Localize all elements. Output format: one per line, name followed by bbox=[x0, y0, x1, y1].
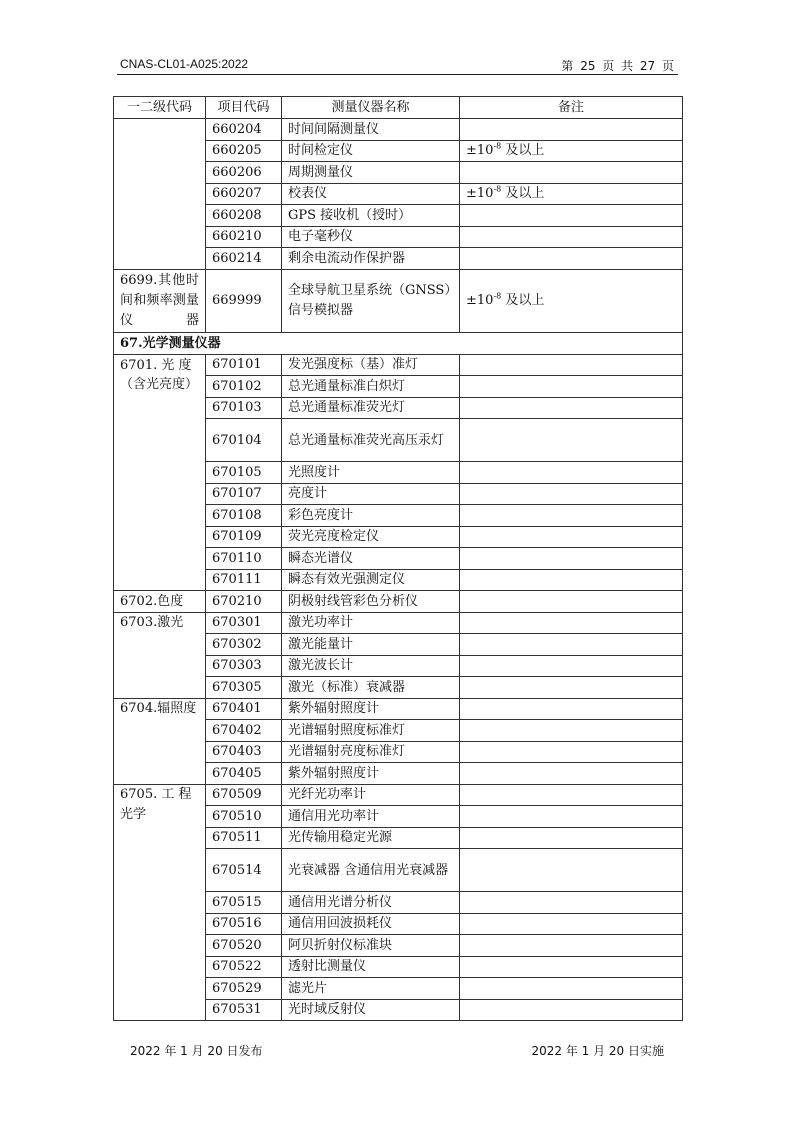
remark bbox=[460, 548, 683, 570]
instrument-name: 时间间隔测量仪 bbox=[282, 119, 460, 141]
item-code: 670302 bbox=[206, 634, 282, 656]
remark bbox=[460, 205, 683, 227]
remark bbox=[460, 956, 683, 978]
remark bbox=[460, 462, 683, 484]
remark bbox=[460, 419, 683, 462]
item-code: 670402 bbox=[206, 720, 282, 742]
instrument-name: 光纤光功率计 bbox=[282, 784, 460, 806]
item-code: 670401 bbox=[206, 698, 282, 720]
remark bbox=[460, 784, 683, 806]
remark bbox=[460, 569, 683, 591]
item-code: 670522 bbox=[206, 956, 282, 978]
instrument-name: 总光通量标准荧光灯 bbox=[282, 397, 460, 419]
item-code: 670520 bbox=[206, 935, 282, 957]
item-code: 660207 bbox=[206, 183, 282, 205]
item-code: 670516 bbox=[206, 913, 282, 935]
item-code: 670210 bbox=[206, 591, 282, 613]
item-code: 670104 bbox=[206, 419, 282, 462]
page-number: 第 25 页 共 27 页 bbox=[561, 59, 674, 73]
instrument-name: 滤光片 bbox=[282, 978, 460, 1000]
table-row bbox=[114, 591, 683, 613]
instrument-name: 光传输用稳定光源 bbox=[282, 827, 460, 849]
exponent: -8 bbox=[493, 141, 502, 151]
remark bbox=[460, 913, 683, 935]
item-code: 670109 bbox=[206, 526, 282, 548]
remark bbox=[460, 505, 683, 527]
instrument-name: 全球导航卫星系统（GNSS）信号模拟器 bbox=[282, 269, 460, 332]
table-header-row bbox=[114, 97, 683, 119]
instrument-name: 激光波长计 bbox=[282, 655, 460, 677]
item-code: 660206 bbox=[206, 162, 282, 184]
category-label: 6705. 工 程 光学 bbox=[114, 784, 206, 1021]
remark bbox=[460, 741, 683, 763]
category-label: 6701. 光 度（含光亮度） bbox=[114, 354, 206, 591]
instrument-name: 通信用回波损耗仪 bbox=[282, 913, 460, 935]
instrument-name: 瞬态光谱仪 bbox=[282, 548, 460, 570]
category-cell-continued bbox=[114, 119, 206, 270]
instrument-name: 彩色亮度计 bbox=[282, 505, 460, 527]
remark bbox=[460, 376, 683, 398]
item-code: 670515 bbox=[206, 892, 282, 914]
instrument-name: 光照度计 bbox=[282, 462, 460, 484]
item-code: 670511 bbox=[206, 827, 282, 849]
item-code: 670102 bbox=[206, 376, 282, 398]
remark bbox=[460, 677, 683, 699]
item-code: 670108 bbox=[206, 505, 282, 527]
item-code: 670510 bbox=[206, 806, 282, 828]
group-heading-row bbox=[114, 332, 683, 354]
item-code: 670405 bbox=[206, 763, 282, 785]
item-code: 670101 bbox=[206, 354, 282, 376]
table-row bbox=[114, 784, 683, 806]
instrument-name: 光谱辐射亮度标准灯 bbox=[282, 741, 460, 763]
remark bbox=[460, 612, 683, 634]
instrument-name: 总光通量标准荧光高压汞灯 bbox=[282, 419, 460, 462]
exponent: -8 bbox=[493, 184, 502, 194]
instrument-name: 剩余电流动作保护器 bbox=[282, 248, 460, 270]
item-code: 660214 bbox=[206, 248, 282, 270]
item-code: 670531 bbox=[206, 999, 282, 1021]
item-code: 669999 bbox=[206, 269, 282, 332]
category-label: 6699.其他时间和频率测量仪器 bbox=[114, 269, 206, 332]
instrument-name: 校表仪 bbox=[282, 183, 460, 205]
instrument-name: 发光强度标（基）准灯 bbox=[282, 354, 460, 376]
header-divider bbox=[117, 74, 678, 75]
remark bbox=[460, 354, 683, 376]
remark bbox=[460, 827, 683, 849]
item-code: 670301 bbox=[206, 612, 282, 634]
remark bbox=[460, 526, 683, 548]
category-label: 6704.辐照度 bbox=[114, 698, 206, 784]
remark bbox=[460, 763, 683, 785]
remark: $\pm 10^{-8}$ 及以上 bbox=[460, 140, 683, 162]
remark: $\pm 10^{-8}$ 及以上 bbox=[460, 183, 683, 205]
category-label: 6703.激光 bbox=[114, 612, 206, 698]
item-code: 660205 bbox=[206, 140, 282, 162]
remark bbox=[460, 634, 683, 656]
col-header-remarks: 备注 bbox=[460, 97, 683, 119]
instrument-name: 激光（标准）衰减器 bbox=[282, 677, 460, 699]
instrument-name: 激光能量计 bbox=[282, 634, 460, 656]
remark bbox=[460, 935, 683, 957]
table-row bbox=[114, 354, 683, 376]
item-code: 670111 bbox=[206, 569, 282, 591]
instrument-name: 光衰减器 含通信用光衰减器 bbox=[282, 849, 460, 892]
item-code: 670305 bbox=[206, 677, 282, 699]
group-heading: 67.光学测量仪器 bbox=[114, 332, 683, 354]
table-row bbox=[114, 119, 683, 141]
item-code: 670529 bbox=[206, 978, 282, 1000]
item-code: 670110 bbox=[206, 548, 282, 570]
item-code: 670303 bbox=[206, 655, 282, 677]
instrument-name: 通信用光谱分析仪 bbox=[282, 892, 460, 914]
remark bbox=[460, 849, 683, 892]
instrument-name: 总光通量标准白炽灯 bbox=[282, 376, 460, 398]
table-row bbox=[114, 698, 683, 720]
item-code: 670107 bbox=[206, 483, 282, 505]
remark: $\pm 10^{-8}$ 及以上 bbox=[460, 269, 683, 332]
remark bbox=[460, 655, 683, 677]
col-header-item-code: 项目代码 bbox=[206, 97, 282, 119]
item-code: 660210 bbox=[206, 226, 282, 248]
remark bbox=[460, 806, 683, 828]
remark bbox=[460, 483, 683, 505]
remark bbox=[460, 978, 683, 1000]
instrument-name: 光谱辐射照度标准灯 bbox=[282, 720, 460, 742]
item-code: 660204 bbox=[206, 119, 282, 141]
item-code: 670509 bbox=[206, 784, 282, 806]
instrument-name: 透射比测量仪 bbox=[282, 956, 460, 978]
col-header-instrument-name: 测量仪器名称 bbox=[282, 97, 460, 119]
remark bbox=[460, 698, 683, 720]
instrument-name: GPS 接收机（授时） bbox=[282, 205, 460, 227]
instrument-name: 亮度计 bbox=[282, 483, 460, 505]
table-row bbox=[114, 269, 683, 332]
document-id: CNAS-CL01-A025:2022 bbox=[120, 57, 249, 71]
instrument-name: 阴极射线管彩色分析仪 bbox=[282, 591, 460, 613]
instrument-name: 通信用光功率计 bbox=[282, 806, 460, 828]
instrument-name: 荧光亮度检定仪 bbox=[282, 526, 460, 548]
item-code: 670103 bbox=[206, 397, 282, 419]
item-code: 660208 bbox=[206, 205, 282, 227]
remark bbox=[460, 119, 683, 141]
table-row bbox=[114, 612, 683, 634]
instrument-name: 电子毫秒仪 bbox=[282, 226, 460, 248]
issue-date: 2022 年 1 月 20 日发布 bbox=[130, 1044, 263, 1058]
remark bbox=[460, 591, 683, 613]
effective-date: 2022 年 1 月 20 日实施 bbox=[531, 1044, 664, 1058]
instrument-name: 周期测量仪 bbox=[282, 162, 460, 184]
instrument-name: 阿贝折射仪标准块 bbox=[282, 935, 460, 957]
item-code: 670514 bbox=[206, 849, 282, 892]
item-code: 670105 bbox=[206, 462, 282, 484]
remark bbox=[460, 720, 683, 742]
instrument-name: 瞬态有效光强测定仪 bbox=[282, 569, 460, 591]
remark bbox=[460, 248, 683, 270]
category-label: 6702.色度 bbox=[114, 591, 206, 613]
remark bbox=[460, 162, 683, 184]
instrument-name: 激光功率计 bbox=[282, 612, 460, 634]
remark bbox=[460, 999, 683, 1021]
col-header-category: 一二级代码 bbox=[114, 97, 206, 119]
remark bbox=[460, 226, 683, 248]
exponent: -8 bbox=[493, 291, 502, 301]
item-code: 670403 bbox=[206, 741, 282, 763]
instrument-name: 紫外辐射照度计 bbox=[282, 698, 460, 720]
remark bbox=[460, 892, 683, 914]
instrument-table bbox=[113, 96, 683, 1021]
instrument-name: 时间检定仪 bbox=[282, 140, 460, 162]
instrument-name: 紫外辐射照度计 bbox=[282, 763, 460, 785]
instrument-name: 光时域反射仪 bbox=[282, 999, 460, 1021]
remark bbox=[460, 397, 683, 419]
